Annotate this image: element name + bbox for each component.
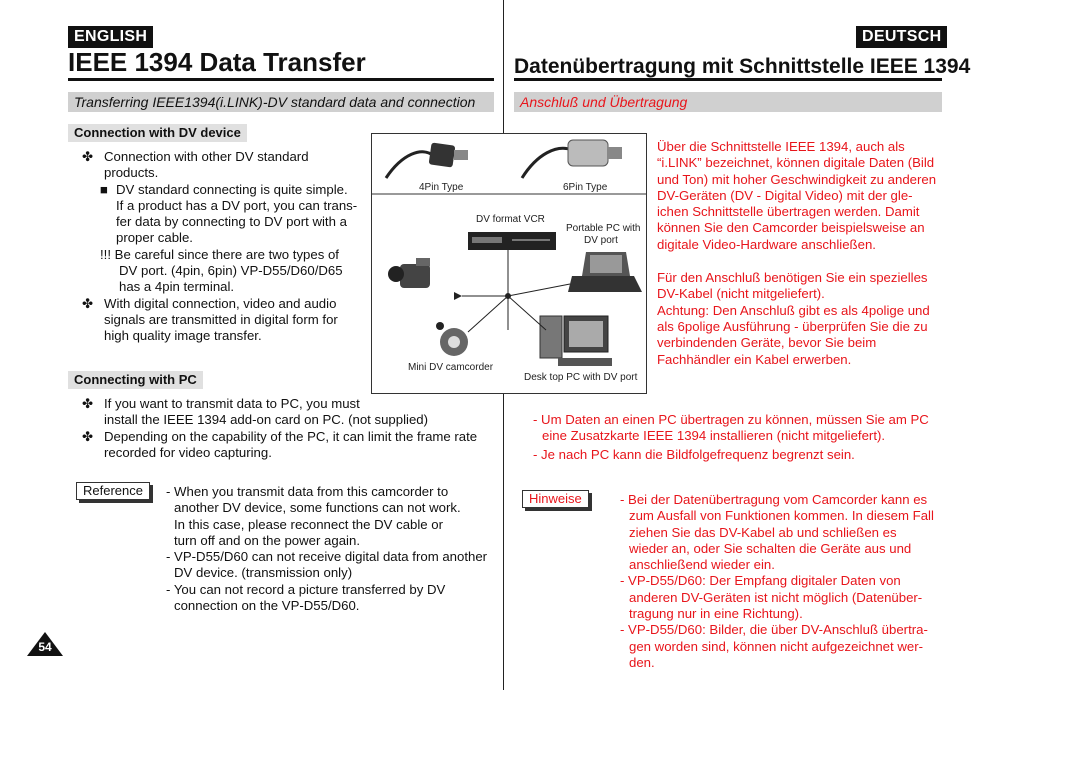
text-line: anderen DV-Geräten ist nicht möglich (Datenüber- [629, 589, 923, 605]
square-bullet-icon: ■ [100, 181, 108, 197]
text-line: Fachhändler ein Kabel erwerben. [657, 351, 852, 367]
text-line: another DV device, some functions can not work. [174, 500, 461, 516]
text-line: wieder an, oder Sie schalten die Geräte aus und [629, 540, 912, 556]
page-title-english: IEEE 1394 Data Transfer [68, 47, 366, 77]
text-line: has a 4pin terminal. [119, 279, 235, 295]
text-line: ichen Schnittstelle übertragen werden. Damit [657, 204, 920, 220]
text-line: digitale Video-Hardware anschließen. [657, 236, 876, 252]
section-title-connecting-pc: Connecting with PC [68, 371, 203, 389]
text-line: DV-Geräten (DV - Digital Video) mit der gle- [657, 187, 913, 203]
text-line: gen worden sind, können nicht aufgezeichnet wer- [629, 638, 923, 654]
dv-device-text-block [82, 149, 372, 345]
text-line: verbindenden Geräte, bevor Sie beim [657, 335, 877, 351]
text-line: Für den Anschluß benötigen Sie ein spezielles [657, 270, 928, 286]
text-line: DV port. (4pin, 6pin) VP-D55/D60/D65 [119, 263, 343, 279]
connecting-pc-text-block [82, 396, 492, 461]
label-mini-camcorder: Mini DV camcorder [408, 362, 494, 373]
cross-bullet-icon: ✤ [82, 396, 94, 411]
text-line: install the IEEE 1394 add-on card on PC. (not supplied) [104, 412, 429, 428]
title-rule-english [68, 78, 494, 81]
cross-bullet-icon: ✤ [82, 295, 94, 311]
text-line: - You can not record a picture transferred by DV [166, 581, 446, 597]
hinweise-text-block [620, 492, 940, 671]
text-line: Depending on the capability of the PC, it can limit the frame rate [104, 428, 478, 444]
language-badge-english: ENGLISH [68, 26, 153, 48]
text-line: fer data by connecting to DV port with a [116, 214, 347, 230]
label-dv-vcr: DV format VCR [476, 214, 545, 225]
label-4pin: 4Pin Type [419, 182, 464, 193]
text-line: In this case, please reconnect the DV cable or [174, 516, 444, 532]
text-line: ziehen Sie das DV-Kabel ab und schließen es [629, 524, 897, 540]
text-line: - Je nach PC kann die Bildfolgefrequenz begrenzt sein. [533, 446, 855, 462]
connection-diagram [371, 133, 647, 394]
text-line: !!! Be careful since there are two types of [100, 246, 339, 262]
subhead-english: Transferring IEEE1394(i.LINK)-DV standard data and connection [68, 92, 494, 112]
text-line: eine Zusatzkarte IEEE 1394 installieren (nicht mitgeliefert). [542, 428, 886, 444]
text-line: den. [629, 654, 655, 670]
text-line: recorded for video capturing. [104, 444, 272, 460]
text-line: anschließend wieder ein. [629, 557, 775, 573]
reference-text-block [166, 484, 496, 614]
text-line: products. [104, 165, 159, 181]
text-line: DV device. (transmission only) [174, 565, 353, 581]
page-title-deutsch: Datenübertragung mit Schnittstelle IEEE 1394 [514, 55, 971, 78]
text-line: Achtung: Den Anschluß gibt es als 4polige und [657, 302, 930, 318]
text-line: - Um Daten an einen PC übertragen zu können, müssen Sie am PC [533, 412, 929, 427]
label-portable-pc-2: DV port [584, 235, 618, 246]
deutsch-intro-text [657, 139, 947, 368]
text-line: tragung nur in eine Richtung). [629, 606, 803, 622]
subhead-deutsch: Anschluß und Übertragung [514, 92, 942, 112]
text-line: - Bei der Datenübertragung vom Camcorder kann es [620, 492, 928, 507]
text-line: DV-Kabel (nicht mitgeliefert). [657, 286, 825, 302]
language-badge-deutsch: DEUTSCH [856, 26, 947, 48]
text-line: If you want to transmit data to PC, you must [104, 396, 360, 411]
text-line: als 6polige Ausführung - überprüfen Sie die zu [657, 318, 928, 334]
reference-label: Reference [76, 482, 150, 500]
text-line: With digital connection, video and audio [104, 295, 337, 311]
text-line: “i.LINK” bezeichnet, können digitale Daten (Bild [657, 155, 935, 171]
text-line: If a product has a DV port, you can trans- [116, 197, 358, 213]
text-line: zum Ausfall von Funktionen kommen. In diesem Fall [629, 508, 934, 524]
text-line: können Sie den Camcorder beispielsweise an [657, 220, 925, 236]
text-line: connection on the VP-D55/D60. [174, 598, 360, 614]
text-line: DV standard connecting is quite simple. [116, 181, 348, 197]
text-line: Über die Schnittstelle IEEE 1394, auch als [657, 139, 905, 154]
text-line: - VP-D55/D60 can not receive digital data from another [166, 549, 488, 565]
label-6pin: 6Pin Type [563, 182, 608, 193]
section-title-dv-device: Connection with DV device [68, 124, 247, 142]
cross-bullet-icon: ✤ [82, 149, 94, 164]
text-line: proper cable. [116, 230, 193, 246]
title-rule-deutsch [514, 78, 942, 81]
text-line: Connection with other DV standard [104, 149, 309, 164]
label-portable-pc-1: Portable PC with [566, 223, 641, 234]
text-line: - When you transmit data from this camcorder to [166, 484, 449, 499]
text-line: signals are transmitted in digital form for [104, 311, 338, 327]
text-line: und Ton) mit hoher Geschwindigkeit zu anderen [657, 171, 937, 187]
cross-bullet-icon: ✤ [82, 428, 94, 444]
text-line: turn off and on the power again. [174, 532, 360, 548]
label-desktop-pc: Desk top PC with DV port [524, 372, 638, 383]
diagram-artwork [372, 134, 646, 393]
hinweise-label: Hinweise [522, 490, 589, 508]
deutsch-pc-text [533, 412, 953, 463]
page-number: 54 [38, 640, 52, 654]
text-line: - VP-D55/D60: Bilder, die über DV-Anschluß übertra- [620, 622, 928, 638]
text-line: - VP-D55/D60: Der Empfang digitaler Daten von [620, 573, 901, 589]
text-line: high quality image transfer. [104, 328, 262, 344]
